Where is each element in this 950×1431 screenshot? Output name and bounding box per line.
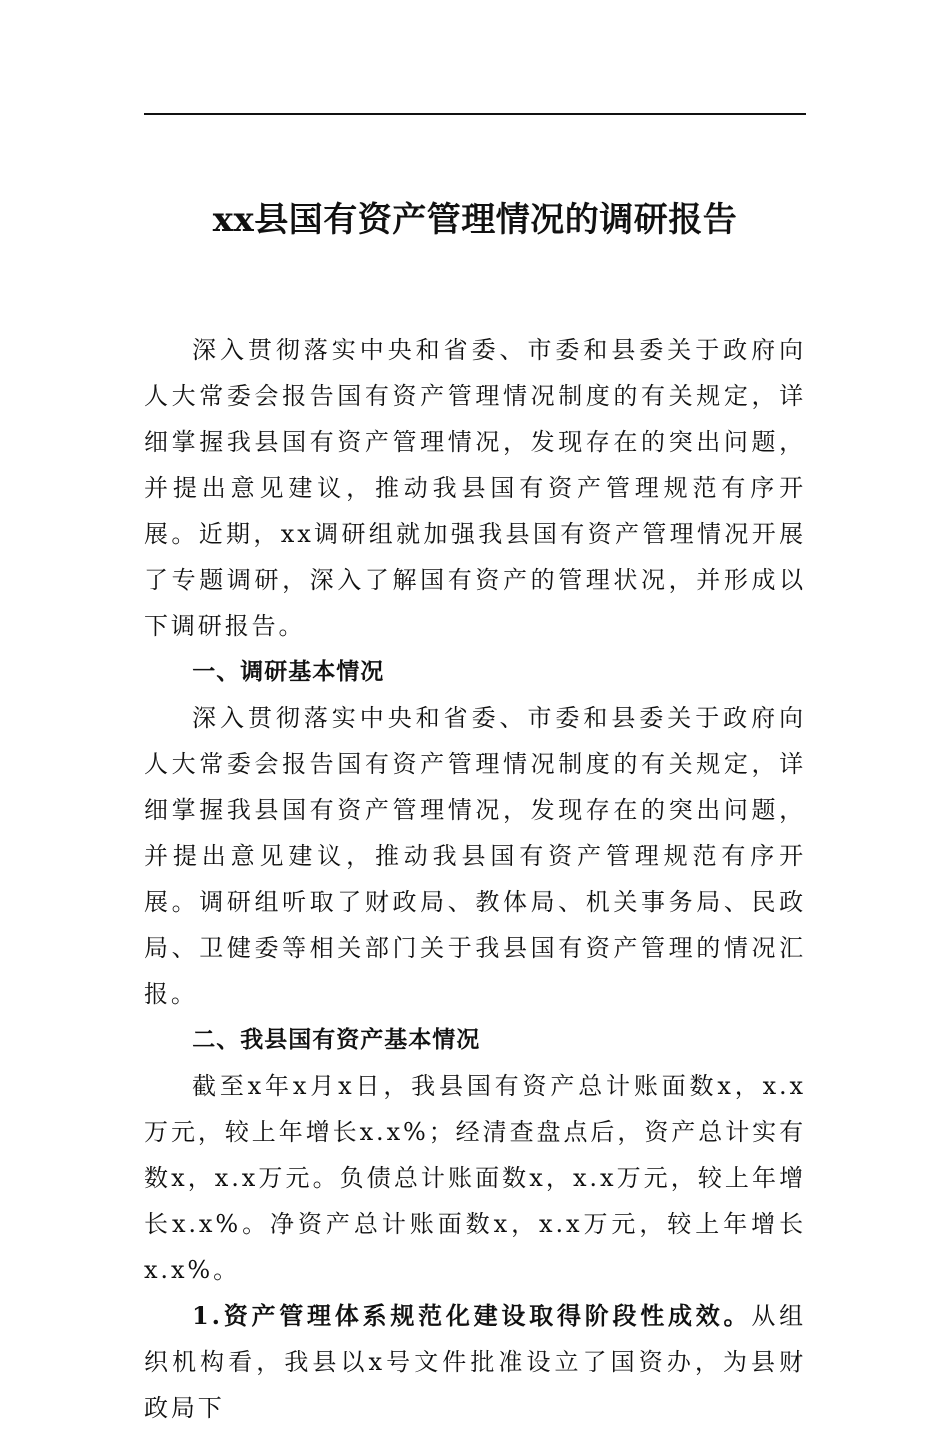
- document-title: xx县国有资产管理情况的调研报告: [212, 200, 738, 240]
- section-2-heading: 二、我县国有资产基本情况: [192, 1027, 481, 1053]
- section-1-heading: 一、调研基本情况: [192, 659, 385, 685]
- document-body: [144, 327, 806, 1431]
- point-1-text: 从组织机构看，我县以x号文件批准设立了国资办，为县财政局下: [144, 1302, 806, 1422]
- section-2-paragraph: 截至x年x月x日，我县国有资产总计账面数x，x.x万元，较上年增长x.x%；经清查盘点后，资产总计实有数x，x.x万元。负债总计账面数x，x.x万元，较上年增长x.x%。净资产总计账面数x，x.x万元，较上年增长x.x%。: [144, 1072, 806, 1284]
- header-rule: [144, 113, 806, 115]
- point-1-lead: 1.资产管理体系规范化建设取得阶段性成效。: [192, 1301, 752, 1330]
- section-1-paragraph: 深入贯彻落实中央和省委、市委和县委关于政府向人大常委会报告国有资产管理情况制度的有关规定，详细掌握我县国有资产管理情况，发现存在的突出问题，并提出意见建议，推动我县国有资产管理规范有序开展。调研组听取了财政局、教体局、机关事务局、民政局、卫健委等相关部门关于我县国有资产管理的情况汇报。: [144, 704, 806, 1008]
- intro-paragraph: 深入贯彻落实中央和省委、市委和县委关于政府向人大常委会报告国有资产管理情况制度的有关规定，详细掌握我县国有资产管理情况，发现存在的突出问题，并提出意见建议，推动我县国有资产管理规范有序开展。近期，xx调研组就加强我县国有资产管理情况开展了专题调研，深入了解国有资产的管理状况，并形成以下调研报告。: [144, 336, 806, 640]
- point-1-paragraph: [144, 1293, 806, 1431]
